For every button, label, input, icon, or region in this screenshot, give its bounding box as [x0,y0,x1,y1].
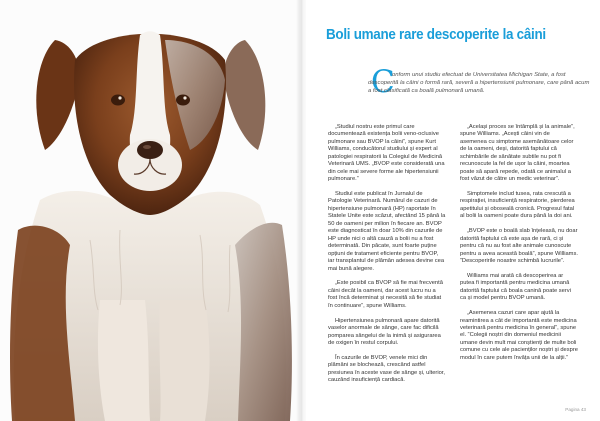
paragraph: În cazurile de BVOP, venele mici din plămâni se blochează, crescând astfel presiunea în aceste vase de sânge și, ulterior, cauzând insuficiență cardiacă. [328,354,445,384]
article-intro [368,71,594,95]
paragraph: Simptomele includ tusea, rata crescută a respirației, insuficiență respiratorie, pierderea apetitului și oboseală cronică. Progresul fatal al bolii la oameni poate dura până la doi ani. [460,191,575,220]
paragraph: „Este posibil ca BVOP să fie mai frecventă câini decât la oameni, dar acest lucru nu a fost încă determinat și necesită să fie studiat în continuare”, spune Williams. [328,280,443,309]
text-column-right [460,124,578,370]
paragraph: „Studiul nostru este primul care documentează existența bolii veno-oclusive pulmonare sau BVOP la câini”, spune Kurt Williams, conducătorul studiului și expert al patologiei respiratorii la Colegiul de Medicină Veterinară UMS. „BVOP este considerată una din cele mai severe forme ale hipertensiunii pulmonare.” [328,124,445,183]
paragraph: Hipertensiunea pulmonară apare datorită vaselor anormale de sânge, care fac dificilă pomparea sângelui de la inimă și asigurarea de oxigen în restul corpului. [328,317,441,346]
intro-text: onform unui studiu efectuat de Universitatea Michigan State, a fost descoperită la câini o formă rară, severă a hipertensiunii pulmonare, care până acum a fost clasificată ca boală pulmonară umană. [368,72,590,95]
text-column-left [328,124,446,392]
page-number: Pagina 43 [565,407,586,412]
article-title: Boli umane rare descoperite la câini [326,27,546,43]
paragraph: „Asemenea cazuri care apar ajută la reamintirea a cât de importantă este medicina veterinară pentru medicina în general”, spune el. “Colegii noștri din domeniul medicinii umane devin mult mai conștienți de multe boli comune cu cele ale pacienților noștri și despre modul în care putem învăța unii de la alții.” [460,310,578,361]
paragraph: „BVOP este o boală slab înțeleasă, nu doar datorită faptului că este așa de rară, ci și pentru că nu au fost alte animale cunoscute pentru a avea această boală”, spune Williams. “Descoperirile noastre schimbă lucrurile”. [460,228,578,265]
paragraph: Williams mai arată că descoperirea ar putea fi importantă pentru medicina umană datorită faptului că boala canină poate servi ca și model pentru BVOP umană. [460,272,571,302]
article-page [306,0,600,421]
intro-dropcap: C [371,64,395,100]
paragraph: Studiul este publicat în Jurnalul de Patologie Veterinară. Numărul de cazuri de hipertensiune pulmonară (HP) raportate în Statele Unite este scăzut, afectând 15 până la 50 de oameni per milion în fiecare an. BVOP este diagnosticat în doar 10% din cazurile de HP unde nici o altă cauză a bolii nu a fost determinată. Din păcate, sunt foarte puține opțiuni de tratament eficiente pentru BVOP, iar transplantul de plămân adesea devine cea mai bună alegere. [328,191,446,272]
paragraph: „Același proces se întâmplă și la animale”, spune Williams. „Acești câini vin de asemenea cu simptome asemănătoare celor de la oameni, deși, datorită faptului că schimbările de sănătate subtile nu pot fi recunoscute la fel de ușor la câini, moartea poate să apară repede, odată ce animalul a fost văzut de către un medic veterinar”. [460,124,575,183]
